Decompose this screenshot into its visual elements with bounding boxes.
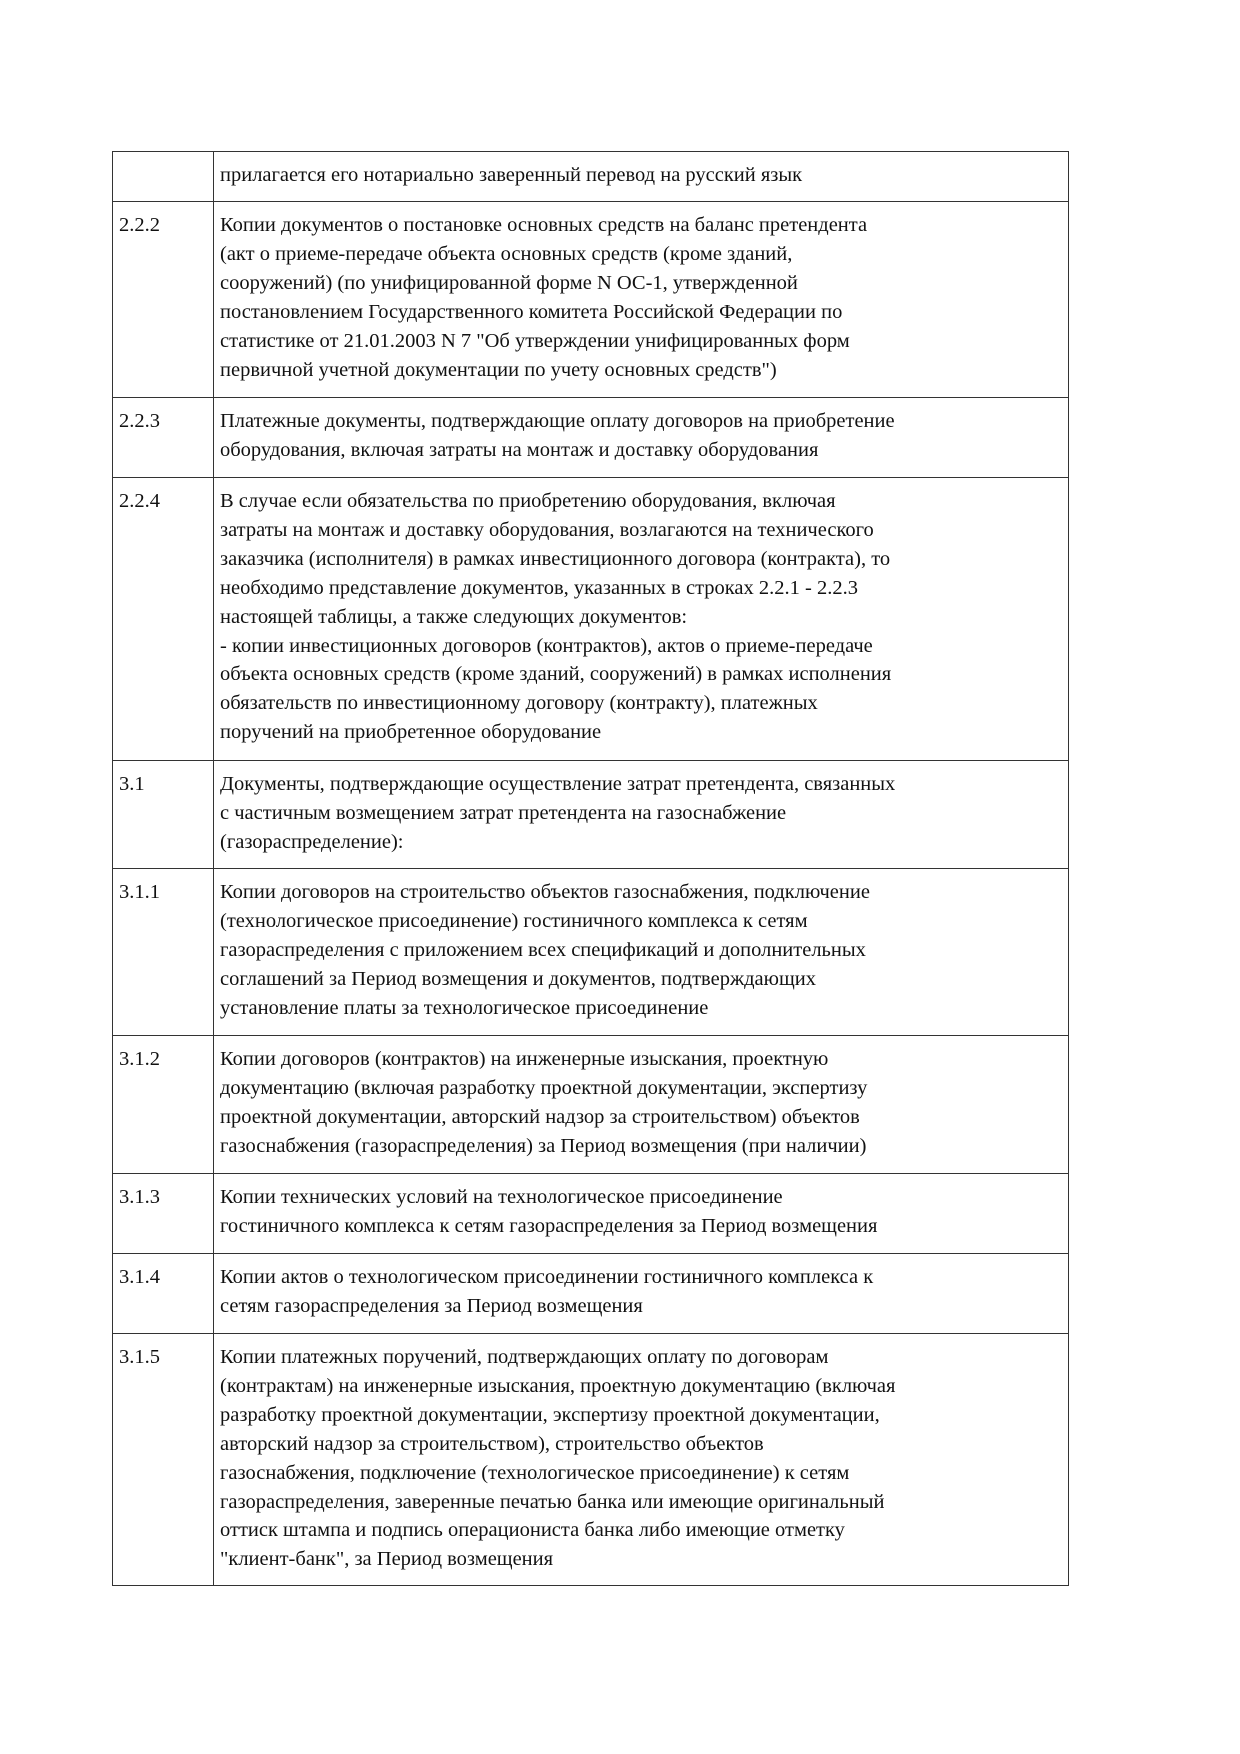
row-number: 2.2.3 [113,398,214,478]
table-row [113,1036,1069,1174]
description-line: настоящей таблицы, а также следующих документов: [220,605,688,628]
description-line: сооружений) (по унифицированной форме N ОС-1, утвержденной [220,271,798,294]
description-line: оборудования, включая затраты на монтаж и доставку оборудования [220,438,819,461]
description-line: проектной документации, авторский надзор за строительством) объектов [220,1105,860,1128]
row-description [214,1036,1069,1174]
description-line: "клиент-банк", за Период возмещения [220,1548,554,1571]
description-line: статистике от 21.01.2003 N 7 "Об утверждении унифицированных форм [220,329,850,352]
description-line: газораспределения, заверенные печатью банка или имеющие оригинальный [220,1490,885,1513]
row-number: 2.2.2 [113,202,214,398]
description-line: (акт о приеме-передаче объекта основных средств (кроме зданий, [220,242,793,265]
description-line: Копии документов о постановке основных средств на баланс претендента [220,214,868,236]
description-line: поручений на приобретенное оборудование [220,721,602,744]
description-line: необходимо представление документов, указанных в строках 2.2.1 - 2.2.3 [220,576,858,599]
row-number [113,152,214,202]
documents-table [112,151,1069,1586]
row-number: 3.1.1 [113,869,214,1036]
row-number: 3.1.4 [113,1254,214,1334]
description-line: газоснабжения, подключение (технологическое присоединение) к сетям [220,1461,850,1484]
description-line: Копии технических условий на технологическое присоединение [220,1186,783,1208]
description-line: сетям газораспределения за Период возмещения [220,1294,643,1317]
row-number: 3.1.5 [113,1334,214,1586]
description-line: В случае если обязательства по приобретению оборудования, включая [220,490,836,512]
description-line: объекта основных средств (кроме зданий, сооружений) в рамках исполнения [220,663,892,686]
description-line: прилагается его нотариально заверенный перевод на русский язык [220,164,803,186]
row-number: 3.1.3 [113,1174,214,1254]
row-description [214,1334,1069,1586]
table-row [113,478,1069,761]
row-description [214,202,1069,398]
description-line: Платежные документы, подтверждающие оплату договоров на приобретение [220,410,895,432]
description-line: обязательств по инвестиционному договору (контракту), платежных [220,692,818,715]
description-line: (контрактам) на инженерные изыскания, проектную документацию (включая [220,1374,896,1397]
description-line: Документы, подтверждающие осуществление затрат претендента, связанных [220,773,896,795]
table-row [113,1334,1069,1586]
row-description [214,869,1069,1036]
row-number: 3.1 [113,761,214,869]
row-description [214,1254,1069,1334]
table-row [113,1174,1069,1254]
description-line: с частичным возмещением затрат претендента на газоснабжение [220,801,787,824]
description-line: (газораспределение): [220,830,404,853]
table-row [113,761,1069,869]
description-line: первичной учетной документации по учету основных средств") [220,358,777,381]
description-line: оттиск штампа и подпись операциониста банка либо имеющие отметку [220,1519,845,1542]
description-line: газоснабжения (газораспределения) за Период возмещения (при наличии) [220,1134,867,1157]
row-description [214,152,1069,202]
row-number: 3.1.2 [113,1036,214,1174]
description-line: газораспределения с приложением всех спецификаций и дополнительных [220,938,866,961]
description-line: Копии договоров (контрактов) на инженерные изыскания, проектную [220,1048,829,1070]
row-description [214,398,1069,478]
description-line: гостиничного комплекса к сетям газораспределения за Период возмещения [220,1214,878,1237]
row-description [214,1174,1069,1254]
table-row [113,869,1069,1036]
description-line: заказчика (исполнителя) в рамках инвестиционного договора (контракта), то [220,547,891,570]
table-row [113,202,1069,398]
description-line: соглашений за Период возмещения и документов, подтверждающих [220,967,816,990]
description-line: постановлением Государственного комитета Российской Федерации по [220,300,843,323]
table-row [113,398,1069,478]
table-row [113,1254,1069,1334]
description-line: документацию (включая разработку проектной документации, экспертизу [220,1076,868,1099]
description-line: затраты на монтаж и доставку оборудования, возлагаются на технического [220,518,874,541]
row-description [214,478,1069,761]
table-body [113,152,1069,1586]
description-line: разработку проектной документации, экспертизу проектной документации, [220,1403,880,1426]
row-description [214,761,1069,869]
description-line: Копии договоров на строительство объектов газоснабжения, подключение [220,881,870,903]
table-row [113,152,1069,202]
description-line: авторский надзор за строительством), строительство объектов [220,1432,764,1455]
description-line: (технологическое присоединение) гостиничного комплекса к сетям [220,909,808,932]
description-line: - копии инвестиционных договоров (контрактов), актов о приеме-передаче [220,634,873,657]
row-number: 2.2.4 [113,478,214,761]
description-line: Копии платежных поручений, подтверждающих оплату по договорам [220,1346,829,1368]
description-line: установление платы за технологическое присоединение [220,996,709,1019]
description-line: Копии актов о технологическом присоединении гостиничного комплекса к [220,1266,874,1288]
